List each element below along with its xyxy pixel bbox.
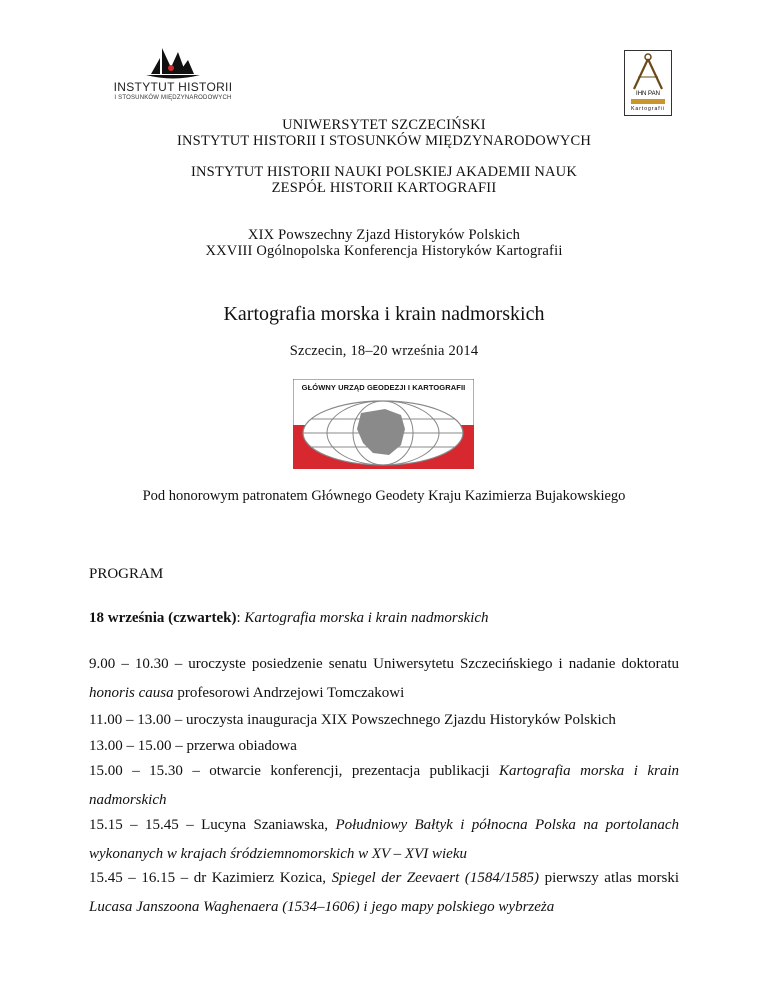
day-date: 18 września (czwartek)	[89, 610, 237, 626]
program-item-a-line1: 9.00 – 10.30 – uroczyste posiedzenie senatu Uniwersytetu Szczecińskiego i nadanie doktoratu	[89, 656, 679, 672]
university-name: UNIWERSYTET SZCZECIŃSKI	[282, 117, 486, 133]
program-item-d-line1: 15.00 – 15.30 – otwarcie konferencji, prezentacja publikacji Kartografia morska i krain	[89, 763, 679, 779]
conference-name: XXVIII Ogólnopolska Konferencja Historyków Kartografii	[205, 243, 563, 259]
ihn-kartografii-label: Kartografii	[631, 106, 665, 112]
ihn-pan-logo	[624, 50, 672, 116]
program-item-b: 11.00 – 13.00 – uroczysta inauguracja XIX Powszechnego Zjazdu Historyków Polskich	[89, 712, 616, 728]
program-heading: PROGRAM	[89, 566, 164, 582]
ihn-pan-label: IHN PAN	[636, 91, 660, 97]
patronage-line: Pod honorowym patronatem Głównego Geodety Kraju Kazimierza Bujakowskiego	[142, 488, 626, 504]
ihn-band	[631, 99, 665, 104]
program-item-a-line2: honoris causa profesorowi Andrzejowi Tomczakowi	[89, 685, 405, 701]
program-item-c: 13.00 – 15.00 – przerwa obiadowa	[89, 738, 297, 754]
instytut-historii-logo	[108, 46, 238, 106]
institute-name: INSTYTUT HISTORII I STOSUNKÓW MIĘDZYNARODOWYCH	[176, 133, 592, 149]
pan-institute-name: INSTYTUT HISTORII NAUKI POLSKIEJ AKADEMII NAUK	[190, 164, 578, 180]
team-name: ZESPÓŁ HISTORII KARTOGRAFII	[271, 180, 497, 196]
ih-logo-subtext: I STOSUNKÓW MIĘDZYNARODOWYCH	[114, 95, 232, 101]
program-item-f-line1: 15.45 – 16.15 – dr Kazimierz Kozica, Spiegel der Zeevaert (1584/1585) pierwszy atlas morski	[89, 870, 680, 886]
gugik-title: GŁÓWNY URZĄD GEODEZJI I KARTOGRAFII	[301, 383, 466, 392]
sailing-ship-icon	[108, 46, 238, 82]
program-item-e-line2: wykonanych w krajach śródziemnomorskich w XV – XVI wieku	[89, 846, 467, 862]
program-item-d-line2: nadmorskich	[89, 792, 167, 808]
globe-map-icon	[293, 379, 474, 469]
ih-logo-text: INSTYTUT HISTORII	[113, 80, 233, 94]
place-date: Szczecin, 18–20 września 2014	[289, 343, 479, 359]
compass-divider-icon	[625, 51, 671, 91]
day-theme: Kartografia morska i krain nadmorskich	[244, 610, 489, 626]
conference-title: Kartografia morska i krain nadmorskich	[223, 303, 545, 325]
congress-name: XIX Powszechny Zjazd Historyków Polskich	[247, 227, 521, 243]
program-item-e-line1: 15.15 – 15.45 – Lucyna Szaniawska, Południowy Bałtyk i północna Polska na portolanach	[89, 817, 679, 833]
program-item-f-line2: Lucasa Janszoona Waghenaera (1534–1606) i jego mapy polskiego wybrzeża	[89, 899, 555, 915]
day-separator: :	[236, 610, 245, 626]
day-heading	[89, 608, 489, 628]
gugik-logo	[293, 379, 474, 469]
